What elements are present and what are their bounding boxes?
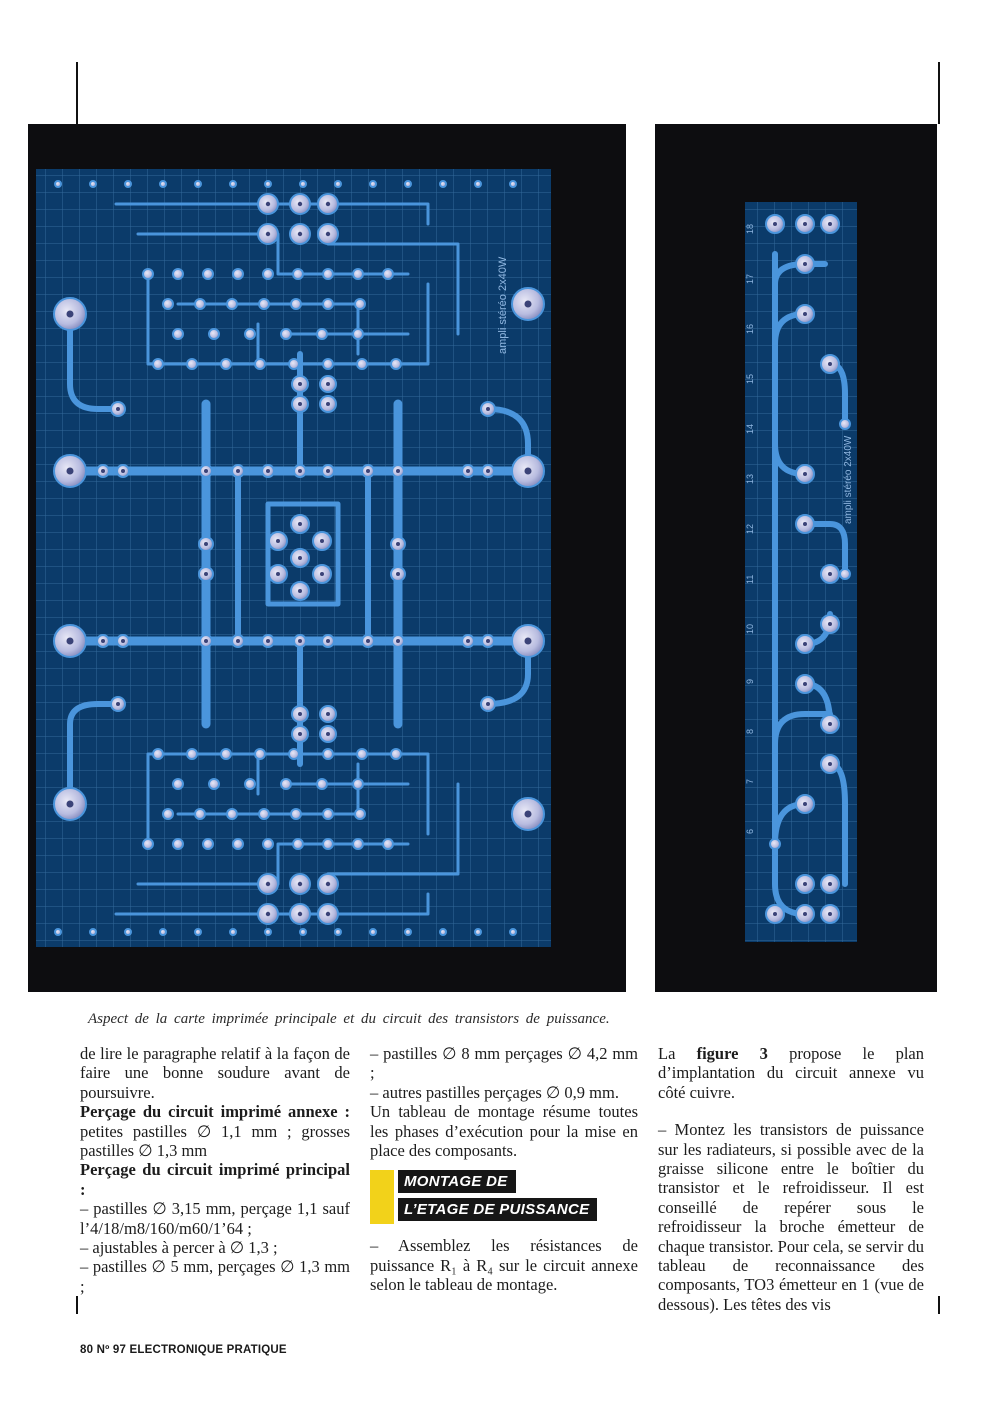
column-end-rule-right: [938, 1296, 940, 1314]
pcb-hole: [298, 882, 302, 886]
pcb-hole: [486, 639, 490, 643]
pcb-pad: [195, 181, 201, 187]
pcb-hole: [828, 222, 832, 226]
power-transistor-pcb-photo: [655, 124, 937, 992]
pcb-pad: [227, 299, 237, 309]
pcb-hole: [396, 572, 400, 576]
heading-yellow-bar: [370, 1170, 394, 1224]
main-pcb-board: [28, 124, 626, 992]
main-pcb-label: ampli stéréo 2x40W: [497, 256, 509, 354]
pcb-pad: [317, 329, 327, 339]
pcb-pad: [370, 929, 376, 935]
pcb-pad: [357, 749, 367, 759]
pcb-hole: [828, 362, 832, 366]
pcb-hole: [298, 589, 302, 593]
pcb-hole: [486, 469, 490, 473]
pcb-hole: [298, 382, 302, 386]
pcb-pad: [221, 749, 231, 759]
heading-line-2: L’ETAGE DE PUISSANCE: [398, 1198, 597, 1220]
page-footer: 80 Nº 97 ELECTRONIQUE PRATIQUE: [80, 1344, 287, 1356]
col1-item-3: – pastilles ∅ 5 mm, perçages ∅ 1,3 mm ;: [80, 1257, 350, 1296]
pcb-hole: [298, 232, 302, 236]
pcb-hole: [66, 800, 73, 807]
pcb-hole: [121, 639, 125, 643]
pcb-pad: [289, 359, 299, 369]
pcb-pad: [163, 809, 173, 819]
pcb-hole: [276, 572, 280, 576]
pcb-hole: [486, 702, 490, 706]
pcb-hole: [803, 642, 807, 646]
pcb-pad: [323, 809, 333, 819]
pcb-hole: [828, 572, 832, 576]
pcb-pad: [173, 779, 183, 789]
pcb-hole: [101, 469, 105, 473]
pcb-pad: [440, 181, 446, 187]
pcb-hole: [828, 762, 832, 766]
pcb-hole: [298, 202, 302, 206]
col1-item-1: – pastilles ∅ 3,15 mm, perçage 1,1 sauf l’4/18/m8/160/m60/1’64 ;: [80, 1199, 350, 1238]
pcb-hole: [276, 539, 280, 543]
pcb-pad: [840, 419, 850, 429]
pcb-pad: [233, 269, 243, 279]
pcb-pad: [383, 269, 393, 279]
pcb-pad: [209, 779, 219, 789]
side-pcb-number: 17: [745, 273, 755, 284]
pcb-pad: [209, 329, 219, 339]
pcb-hole: [326, 732, 330, 736]
pcb-hole: [803, 222, 807, 226]
pcb-pad: [293, 269, 303, 279]
pcb-hole: [326, 232, 330, 236]
section-heading: [370, 1168, 638, 1226]
pcb-hole: [396, 639, 400, 643]
pcb-pad: [203, 839, 213, 849]
pcb-hole: [524, 810, 531, 817]
pcb-pad: [221, 359, 231, 369]
pcb-pad: [335, 929, 341, 935]
pcb-hole: [803, 262, 807, 266]
pcb-pad: [230, 181, 236, 187]
side-pcb-number: 15: [745, 373, 755, 384]
side-pcb-number: 8: [745, 728, 755, 734]
pcb-hole: [326, 202, 330, 206]
side-pcb-number: 9: [745, 678, 755, 684]
main-pcb-photo: [28, 124, 626, 992]
pcb-hole: [298, 469, 302, 473]
pcb-pad: [153, 749, 163, 759]
pcb-pad: [353, 779, 363, 789]
pcb-pad: [770, 839, 780, 849]
col1-main-drilling-title: Perçage du circuit imprimé principal :: [80, 1160, 350, 1199]
pcb-pad: [510, 181, 516, 187]
pcb-hole: [298, 556, 302, 560]
col1-paragraph-1: de lire le paragraphe relatif à la façon de faire une bonne soudure avant de poursuivre.: [80, 1044, 350, 1102]
pcb-pad: [291, 299, 301, 309]
pcb-hole: [828, 882, 832, 886]
pcb-pad: [353, 839, 363, 849]
pcb-hole: [803, 682, 807, 686]
pcb-hole: [828, 722, 832, 726]
text-column-3: [658, 1044, 924, 1314]
pcb-hole: [466, 469, 470, 473]
col1-item-2: – ajustables à percer à ∅ 1,3 ;: [80, 1238, 278, 1258]
pcb-pad: [230, 929, 236, 935]
pcb-pad: [90, 181, 96, 187]
pcb-hole: [204, 469, 208, 473]
col1-annexe-text: petites pastilles ∅ 1,1 mm ; grosses pastilles ∅ 1,3 mm: [80, 1121, 350, 1161]
pcb-pad: [173, 269, 183, 279]
pcb-hole: [803, 312, 807, 316]
pcb-pad: [293, 839, 303, 849]
pcb-pad: [125, 929, 131, 935]
pcb-pad: [259, 809, 269, 819]
col3-paragraph-1: La figure 3 propose le plan d’implantation du circuit annexe vu côté cuivre.: [658, 1044, 924, 1102]
pcb-hole: [396, 542, 400, 546]
pcb-hole: [828, 622, 832, 626]
pcb-hole: [298, 639, 302, 643]
pcb-pad: [335, 181, 341, 187]
figure-reference: figure 3: [696, 1044, 768, 1063]
side-pcb-number: 12: [745, 523, 755, 534]
pcb-hole: [204, 572, 208, 576]
pcb-hole: [326, 469, 330, 473]
col2-paragraph-1: Un tableau de montage résume toutes les phases d’exécution pour la mise en place des composants.: [370, 1102, 638, 1161]
col3-paragraph-2: – Montez les transistors de puissance sur les radiateurs, si possible avec de la graisse silicone entre le boîtier du transistor et le refroidisseur. Il est conseillé de repérer sous le refroidisseur la broche émetteur de chaque transistor. Pour cela, se servir du tableau de reconnaissance des composants, TO3 émetteur en 1 (vue de dessous). Les têtes des vis: [658, 1120, 924, 1314]
pcb-hole: [773, 912, 777, 916]
pcb-pad: [289, 749, 299, 759]
pcb-hole: [116, 702, 120, 706]
pcb-hole: [266, 882, 270, 886]
side-pcb-number: 7: [745, 778, 755, 784]
pcb-pad: [475, 181, 481, 187]
pcb-hole: [828, 912, 832, 916]
pcb-pad: [323, 839, 333, 849]
pcb-pad: [355, 299, 365, 309]
pcb-hole: [524, 637, 531, 644]
pcb-pad: [510, 929, 516, 935]
text-column-2: [370, 1044, 638, 1295]
pcb-pad: [281, 329, 291, 339]
pcb-hole: [298, 522, 302, 526]
pcb-pad: [391, 359, 401, 369]
pcb-pad: [187, 749, 197, 759]
pcb-hole: [326, 712, 330, 716]
side-pcb-number: 6: [745, 828, 755, 834]
side-pcb-label: ampli stéréo 2x40W: [843, 435, 854, 524]
side-pcb-number: 16: [745, 323, 755, 334]
pcb-hole: [101, 639, 105, 643]
pcb-hole: [266, 202, 270, 206]
pcb-pad: [357, 359, 367, 369]
pcb-hole: [803, 472, 807, 476]
pcb-pad: [383, 839, 393, 849]
column-end-rule-left: [76, 1296, 78, 1314]
pcb-hole: [486, 407, 490, 411]
pcb-hole: [204, 542, 208, 546]
pcb-hole: [326, 882, 330, 886]
pcb-hole: [266, 469, 270, 473]
pcb-pad: [90, 929, 96, 935]
heading-line-1: MONTAGE DE: [398, 1170, 516, 1192]
pcb-hole: [320, 572, 324, 576]
pcb-pad: [405, 181, 411, 187]
pcb-pad: [323, 359, 333, 369]
pcb-pad: [245, 329, 255, 339]
pcb-hole: [66, 310, 73, 317]
col2-item-1: – pastilles ∅ 8 mm perçages ∅ 4,2 mm ;: [370, 1044, 638, 1083]
col2-item-2: – autres pastilles perçages ∅ 0,9 mm.: [370, 1082, 619, 1102]
pcb-hole: [326, 402, 330, 406]
side-pcb-board: [655, 124, 937, 992]
side-pcb-number: 11: [745, 574, 755, 584]
pcb-hole: [116, 407, 120, 411]
pcb-pad: [163, 299, 173, 309]
side-pcb-number: 13: [745, 473, 755, 484]
pcb-pad: [353, 329, 363, 339]
pcb-pad: [475, 929, 481, 935]
pcb-hole: [466, 639, 470, 643]
pcb-pad: [391, 749, 401, 759]
pcb-pad: [160, 929, 166, 935]
pcb-pad: [440, 929, 446, 935]
pcb-hole: [266, 232, 270, 236]
pcb-pad: [263, 839, 273, 849]
pcb-pad: [195, 809, 205, 819]
pcb-pad: [840, 569, 850, 579]
right-margin-rule: [938, 62, 940, 124]
pcb-pad: [203, 269, 213, 279]
pcb-hole: [266, 639, 270, 643]
pcb-hole: [266, 912, 270, 916]
col1-annexe-drilling: [80, 1102, 350, 1160]
pcb-hole: [366, 469, 370, 473]
pcb-hole: [236, 469, 240, 473]
pcb-pad: [323, 269, 333, 279]
pcb-hole: [326, 382, 330, 386]
pcb-pad: [405, 929, 411, 935]
pcb-pad: [153, 359, 163, 369]
pcb-pad: [143, 269, 153, 279]
pcb-pad: [255, 359, 265, 369]
pcb-hole: [320, 539, 324, 543]
pcb-pad: [160, 181, 166, 187]
pcb-hole: [326, 639, 330, 643]
pcb-pad: [265, 929, 271, 935]
pcb-pad: [195, 299, 205, 309]
pcb-hole: [524, 300, 531, 307]
pcb-hole: [396, 469, 400, 473]
pcb-pad: [187, 359, 197, 369]
pcb-pad: [245, 779, 255, 789]
pcb-pad: [227, 809, 237, 819]
pcb-pad: [173, 329, 183, 339]
pcb-hole: [298, 732, 302, 736]
side-pcb-number: 14: [745, 423, 755, 434]
left-margin-rule: [76, 62, 78, 124]
pcb-pad: [143, 839, 153, 849]
pcb-hole: [803, 802, 807, 806]
pcb-pad: [125, 181, 131, 187]
pcb-pad: [195, 929, 201, 935]
pcb-hole: [803, 522, 807, 526]
pcb-pad: [259, 299, 269, 309]
pcb-hole: [366, 639, 370, 643]
pcb-pad: [233, 839, 243, 849]
side-pcb-number: 18: [745, 223, 755, 234]
pcb-pad: [317, 779, 327, 789]
pcb-hole: [298, 912, 302, 916]
pcb-pad: [323, 299, 333, 309]
pcb-pad: [263, 269, 273, 279]
col1-annexe-title: Perçage du circuit imprimé annexe :: [80, 1102, 350, 1122]
text-column-1: [80, 1044, 350, 1296]
pcb-hole: [773, 222, 777, 226]
pcb-hole: [204, 639, 208, 643]
pcb-pad: [255, 749, 265, 759]
pcb-hole: [524, 467, 531, 474]
pcb-pad: [300, 181, 306, 187]
pcb-pad: [173, 839, 183, 849]
pcb-hole: [66, 467, 73, 474]
pcb-pad: [291, 809, 301, 819]
pcb-hole: [803, 912, 807, 916]
pcb-hole: [803, 882, 807, 886]
pcb-pad: [55, 929, 61, 935]
side-pcb-number: 10: [745, 623, 755, 634]
pcb-hole: [236, 639, 240, 643]
pcb-pad: [300, 929, 306, 935]
pcb-pad: [323, 749, 333, 759]
pcb-hole: [298, 712, 302, 716]
pcb-pad: [265, 181, 271, 187]
pcb-pad: [370, 181, 376, 187]
pcb-hole: [121, 469, 125, 473]
pcb-hole: [326, 912, 330, 916]
figure-caption: Aspect de la carte imprimée principale et du circuit des transistors de puissance.: [88, 1011, 610, 1027]
col2-paragraph-2: – Assemblez les résistances de puissance R₁ à R₄ sur le circuit annexe selon le tableau de montage.: [370, 1236, 638, 1295]
pcb-hole: [66, 637, 73, 644]
pcb-pad: [353, 269, 363, 279]
pcb-pad: [355, 809, 365, 819]
pcb-pad: [281, 779, 291, 789]
pcb-hole: [298, 402, 302, 406]
pcb-pad: [55, 181, 61, 187]
